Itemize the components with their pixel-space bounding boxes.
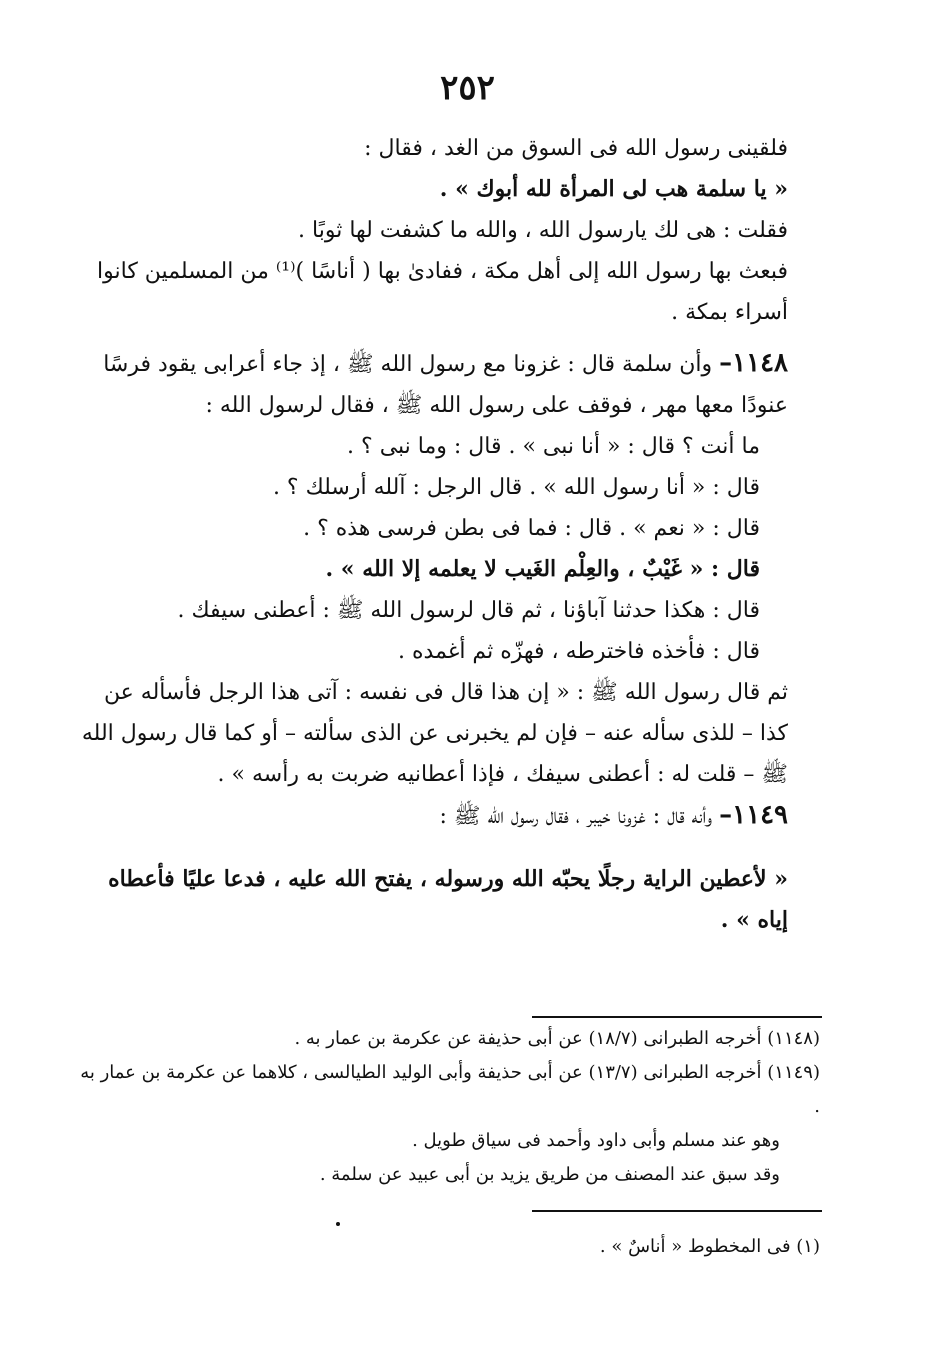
dialogue-line-7: ثم قال رسول الله ﷺ : « إن هذا قال فى نفسه : آتى هذا الرجل فأسأله عن كذا – للذى سأله عنه – فإن لم يخبرنى عن الذى سألته – أو كما قال رسول الله ﷺ – قلت له : أعطنى سيفك ، فإذا أعطانيه ضربت به رأسه » . (81, 680, 788, 787)
hadith-number: ١١٤٨– (719, 348, 788, 378)
paragraph-2: « يا سلمة هب لى المرأة لله أبوك » . (439, 176, 788, 202)
footnote-extra-2: وقد سبق عند المصنف من طريق يزيد بن أبى عبيد عن سلمة . (319, 1164, 780, 1185)
footnote-extra-1: وهو عند مسلم وأبى داود وأحمد فى سياق طويل . (412, 1130, 780, 1151)
dialogue-line-1: ما أنت ؟ قال : « أنا نبى » . قال : وما نبى ؟ . (347, 434, 760, 459)
main-text (78, 128, 820, 941)
hadith-text: وأن سلمة قال : غزونا مع رسول الله ﷺ ، إذ جاء أعرابى يقود فرسًا عنودًا معها مهر ، فوقف على رسول الله ﷺ ، فقال لرسول الله : (103, 352, 788, 418)
footnotes (78, 1022, 820, 1192)
dialogue-line-6: قال : فأخذه فاخترطه ، فهزّه ثم أغمده . (398, 639, 760, 664)
paragraph-3: فقلت : هى لك يارسول الله ، والله ما كشفت لها ثوبًا . (298, 218, 788, 243)
paragraph-last: « لأعطين الراية رجلًا يحبّه الله ورسوله ، يفتح الله عليه ، فدعا عليًا فأعطاه إياه » . (108, 866, 788, 933)
hadith-text: وأنه قال : غزونا خيبر ، فقال رسول الله ﷺ : (439, 804, 713, 829)
footnote-1148: (١١٤٨) أخرجه الطبرانى (١٨/٧) عن أبى حذيفة عن عكرمة بن عمار به . (294, 1028, 820, 1049)
dialogue-line-2: قال : « أنا رسول الله » . قال الرجل : آلله أرسلك ؟ . (272, 475, 760, 500)
stray-dot (336, 1222, 340, 1226)
hadith-1148 (78, 343, 820, 426)
paragraph-1: فلقينى رسول الله فى السوق من الغد ، فقال : (364, 136, 788, 161)
dialogue-line-5: قال : هكذا حدثنا آباؤنا ، ثم قال لرسول الله ﷺ : أعطنى سيفك . (177, 598, 760, 623)
footnote-1149: (١١٤٩) أخرجه الطبرانى (١٣/٧) عن أبى حذيفة وأبى الوليد الطيالسى ، كلاهما عن عكرمة بن عمار به . (80, 1062, 820, 1117)
footnote-divider (532, 1016, 822, 1018)
manuscript-note: (١) فى المخطوط « أناسٌ » . (599, 1236, 820, 1257)
note-divider (532, 1210, 822, 1212)
hadith-number: ١١٤٩– (719, 800, 788, 830)
page-number: ٢٥٢ (440, 68, 495, 108)
dialogue-line-4: قال : « غَيْبٌ ، والعِلْم الغَيب لا يعلمه إلا الله » . (325, 556, 760, 582)
hadith-1149 (78, 795, 820, 837)
paragraph-4: فبعث بها رسول الله إلى أهل مكة ، ففادىٰ بها ( أناسًا )⁽¹⁾ من المسلمين كانوا أسراء بمكة . (97, 259, 788, 325)
dialogue-line-3: قال : « نعم » . قال : فما فى بطن فرسى هذه ؟ . (303, 516, 760, 541)
